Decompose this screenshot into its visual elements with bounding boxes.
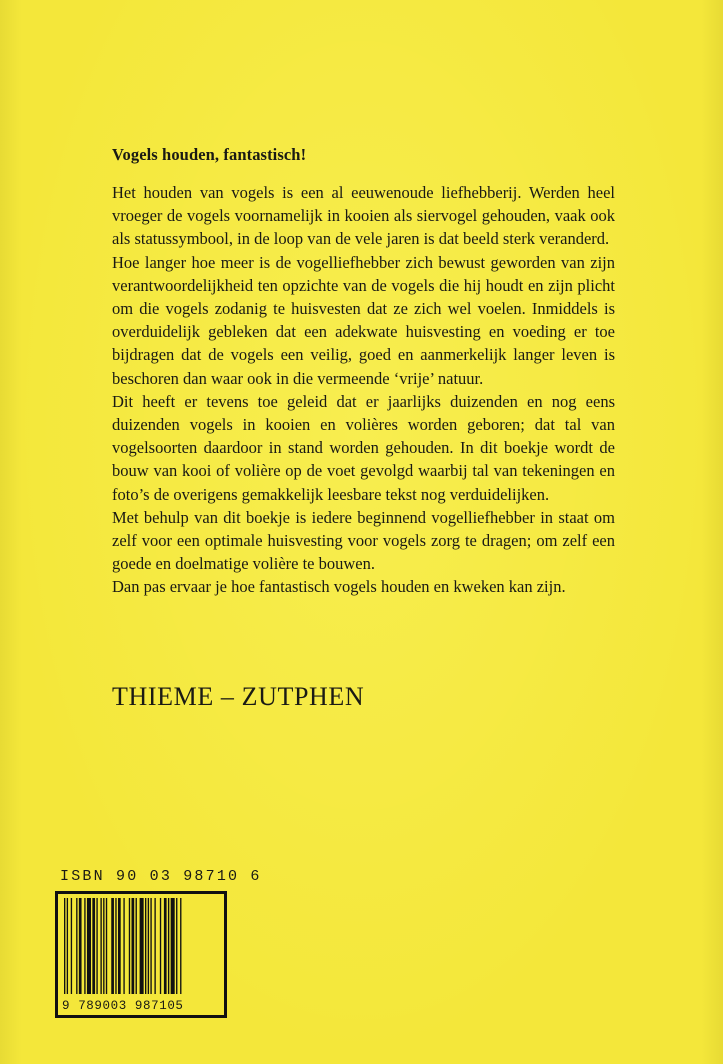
blurb-paragraph: Het houden van vogels is een al eeuwenoude liefhebberij. Werden heel vroeger de vogels voornamelijk in kooien als siervogel gehouden, vaak ook als statussymbool, in de loop van de vele jaren is dat beeld sterk veranderd.	[112, 183, 615, 249]
barcode-bar	[87, 898, 91, 994]
barcode-bar	[100, 898, 101, 994]
barcode-bar	[148, 898, 149, 994]
barcode	[55, 891, 227, 1018]
barcode-bar	[76, 898, 77, 994]
barcode-bar	[103, 898, 104, 994]
barcode-bar	[140, 898, 144, 994]
barcode-bar	[111, 898, 114, 994]
barcode-bar	[92, 898, 95, 994]
barcode-bar	[67, 898, 68, 994]
barcode-bar	[129, 898, 130, 994]
barcode-digits: 9 789003 987105	[62, 999, 184, 1013]
publisher-name: THIEME – ZUTPHEN	[112, 682, 365, 711]
barcode-bar	[136, 898, 137, 994]
barcode-bar	[154, 898, 155, 994]
barcode-bar	[164, 898, 167, 994]
barcode-bar	[123, 898, 124, 994]
barcode-bar	[79, 898, 82, 994]
blurb-paragraph: Met behulp van dit boekje is iedere beginnend vogelliefhebber in staat om zelf voor een optimale huisvesting voor vogels zorg te dragen; om zelf een goede en doelmatige volière te bouwen.	[112, 507, 615, 574]
blurb-paragraph: Dan pas ervaar je hoe fantastisch vogels houden en kweken kan zijn.	[112, 577, 566, 597]
barcode-bar	[145, 898, 146, 994]
barcode-bar	[176, 898, 177, 994]
barcode-bar	[132, 898, 135, 994]
barcode-bar	[171, 898, 175, 994]
barcode-bar	[150, 898, 151, 994]
blurb-paragraph: Hoe langer hoe meer is de vogelliefhebber zich bewust geworden van zijn verantwoordelijkheid ten opzichte van de vogels die hij houdt en zijn plicht om die vogels zodanig te huisvesten dat ze zich wel voelen. Inmiddels is overduidelijk gebleken dat een adekwate huisvesting en voeding er toe bijdragen dat de vogels een veilig, goed en aanmerkelijk langer leven is beschoren dan waar ook in die vermeende ‘vrije’ natuur.	[112, 252, 615, 388]
barcode-bars	[62, 898, 222, 994]
blurb	[112, 145, 615, 599]
barcode-bar	[115, 898, 116, 994]
blurb-heading: Vogels houden, fantastisch!	[112, 145, 307, 164]
barcode-bar	[160, 898, 161, 994]
barcode-bar	[96, 898, 97, 994]
barcode-bar	[118, 898, 121, 994]
blurb-paragraph: Dit heeft er tevens toe geleid dat er jaarlijks duizenden en nog eens duizenden vogels in kooien en volières worden geboren; dat tal van vogelsoorten daardoor in stand worden gehouden. In dit boekje wordt de bouw van kooi of volière op de voet gevolgd waarbij tal van tekeningen en foto’s de overigens gemakkelijk leesbare tekst nog verduidelijken.	[112, 391, 615, 504]
barcode-bar	[84, 898, 85, 994]
barcode-bar	[64, 898, 65, 994]
barcode-bar	[168, 898, 169, 994]
barcode-bar	[180, 898, 181, 994]
barcode-bar	[106, 898, 107, 994]
isbn-number: ISBN 90 03 98710 6	[60, 868, 262, 885]
barcode-bar	[71, 898, 72, 994]
